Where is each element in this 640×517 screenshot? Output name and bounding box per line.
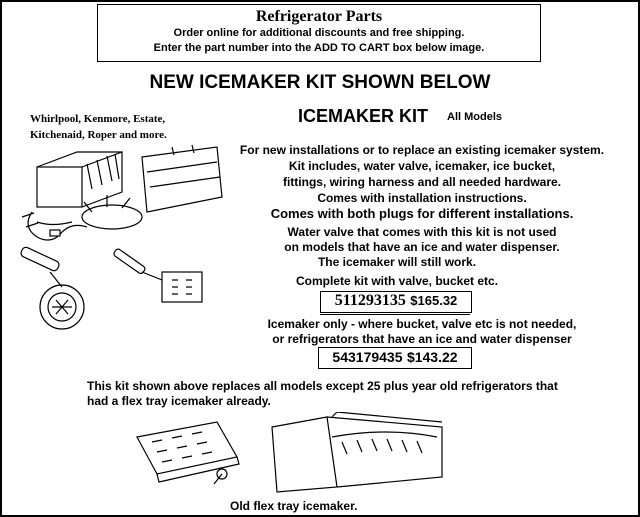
icemaker-only-part-number: 543179435 (332, 349, 403, 365)
flex-tray-illustration (127, 412, 467, 497)
desc-line-1: For new installations or to replace an existing icemaker system. (239, 143, 605, 157)
icemaker-only-line-2: or refrigerators that have an ice and water dispenser (272, 332, 572, 346)
complete-kit-part-number: 511293135 (334, 292, 406, 309)
replaces-note-line-2: had a flex tray icemaker already. (87, 394, 271, 408)
desc-line-7: on models that have an ice and water dispenser. (284, 240, 560, 254)
brands-text: Whirlpool, Kenmore, Estate, Kitchenaid, Roper and more. (30, 113, 167, 141)
icemaker-only-price: $143.22 (406, 349, 458, 365)
divider-line (320, 314, 470, 315)
header-line-1: Order online for additional discounts and free shipping. (173, 27, 465, 39)
replaces-note (87, 379, 627, 409)
replaces-note-line-1: This kit shown above replaces all models except 25 plus year old refrigerators that (87, 379, 558, 393)
desc-line-3: fittings, wiring harness and all needed hardware. (282, 175, 562, 189)
desc-line-4: Comes with installation instructions. (317, 191, 527, 205)
desc-line-6: Water valve that comes with this kit is not used (287, 225, 557, 239)
desc-line-5: Comes with both plugs for different installations. (270, 206, 574, 221)
complete-kit-part-box[interactable] (320, 291, 472, 313)
desc-line-2: Kit includes, water valve, icemaker, ice bucket, (288, 159, 556, 173)
caption: Old flex tray icemaker. (230, 499, 358, 513)
headline: NEW ICEMAKER KIT SHOWN BELOW (149, 72, 491, 93)
icemaker-only-part-box[interactable] (318, 347, 472, 369)
complete-kit-price: $165.32 (410, 293, 458, 308)
header-line-2: Enter the part number into the ADD TO CART box below image. (153, 42, 485, 54)
water-valve-shape (82, 205, 142, 229)
kit-subtitle: All Models (447, 111, 503, 123)
flex-tray-shape (137, 422, 237, 474)
old-icemaker-body-shape (272, 417, 337, 492)
header-title: Refrigerator Parts (255, 8, 383, 25)
complete-kit-label: Complete kit with valve, bucket etc. (295, 274, 499, 288)
desc-line-8: The icemaker will still work. (317, 255, 477, 269)
icemaker-only-line-1: Icemaker only - where bucket, valve etc is not needed, (267, 317, 577, 331)
kit-title: ICEMAKER KIT (298, 106, 428, 126)
icemaker-body-shape (37, 167, 82, 207)
header-box (97, 4, 541, 62)
icemaker-kit-illustration (12, 142, 237, 342)
